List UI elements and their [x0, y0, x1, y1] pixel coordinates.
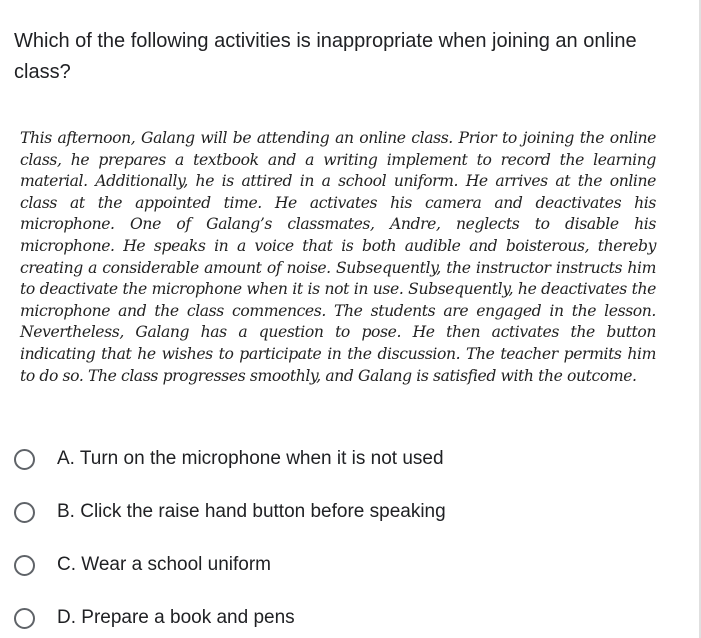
radio-button-icon[interactable]	[14, 449, 35, 470]
question-text: Which of the following activities is inappropriate when joining an online class?	[14, 30, 637, 83]
option-label: C. Wear a school uniform	[57, 554, 272, 575]
answer-option-c[interactable]	[14, 550, 271, 580]
option-label: B. Click the raise hand button before speaking	[57, 501, 446, 522]
option-label: A. Turn on the microphone when it is not used	[57, 448, 444, 469]
radio-button-icon[interactable]	[14, 608, 35, 629]
radio-button-icon[interactable]	[14, 555, 35, 576]
answer-option-a[interactable]	[14, 444, 444, 474]
reading-passage: This afternoon, Galang will be attending an online class. Prior to joining the online class, he prepares a textbook and a writing implement to record the learning material. Additionally, he is attired in a school uniform. He arrives at the online class at the appointed time. He activates his camera and deactivates his microphone. One of Galang’s classmates, Andre, neglects to disable his microphone. He speaks in a voice that is both audible and boisterous, thereby creating a considerable amount of noise. Subsequently, the instructor instructs him to deactivate the microphone when it is not in use. Subsequently, he deactivates the microphone and the class commences. The students are engaged in the lesson. Nevertheless, Galang has a question to pose. He then activates the button indicating that he wishes to participate in the discussion. The teacher permits him to do so. The class progresses smoothly, and Galang is satisfied with the outcome.	[20, 129, 656, 385]
answer-option-d[interactable]	[14, 603, 295, 633]
radio-button-icon[interactable]	[14, 502, 35, 523]
option-label: D. Prepare a book and pens	[57, 607, 295, 628]
answer-option-b[interactable]	[14, 497, 446, 527]
